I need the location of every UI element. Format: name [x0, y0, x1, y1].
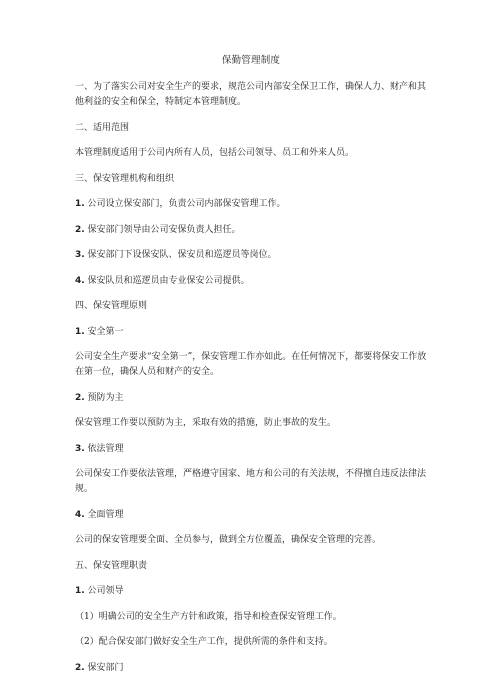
paragraph — [75, 610, 429, 625]
paragraph-text: 公司领导 — [84, 586, 124, 596]
paragraph-text: 安全第一 — [84, 326, 124, 337]
paragraph-text: 全面管理 — [84, 509, 124, 520]
paragraph — [75, 559, 429, 574]
paragraph — [75, 533, 429, 548]
paragraph — [75, 223, 429, 238]
paragraph-text: （1）明确公司的安全生产方针和政策，指导和检查保安管理工作。 — [75, 611, 342, 622]
paragraph — [75, 467, 429, 497]
paragraph-text: 公司保安工作要依法管理，严格遵守国家、地方和公司的有关法规，不得擅自违反法律法规。 — [75, 469, 427, 494]
paragraph — [75, 197, 429, 212]
paragraph-text: （2）配合保安部门做好安全生产工作，提供所需的条件和支持。 — [75, 637, 333, 647]
paragraph — [75, 299, 429, 314]
paragraph — [75, 146, 429, 161]
list-item-number: 4. — [75, 509, 85, 520]
paragraph — [75, 172, 429, 187]
paragraph-text: 保安部门下设保安队、保安员和巡逻员等岗位。 — [84, 250, 277, 260]
document-title: 保勤管理制度 — [221, 55, 281, 66]
paragraph — [75, 416, 429, 431]
list-item-number: 3. — [75, 250, 85, 260]
paragraph-text: 二、适用范围 — [75, 122, 130, 133]
list-item-number: 1. — [75, 586, 85, 596]
list-item-number: 2. — [75, 662, 85, 673]
paragraph-text: 一、为了落实公司对安全生产的要求，规范公司内部安全保卫工作，确保人力、财产和其他利益的安全和保全，特制定本管理制度。 — [75, 82, 427, 107]
paragraph-text: 保安部门领导由公司安保负责人担任。 — [84, 224, 241, 235]
paragraph — [75, 325, 429, 340]
paragraph — [75, 274, 429, 289]
list-item-number: 2. — [75, 224, 85, 235]
list-item-number: 1. — [75, 326, 85, 337]
paragraph-text: 保安队员和巡逻员由专业保安公司提供。 — [84, 275, 250, 286]
paragraph-text: 公司安全生产要求“安全第一”，保安管理工作亦如此。在任何情况下，都要将保安工作放在第一位，确保人员和财产的安全。 — [75, 352, 427, 377]
paragraph — [75, 391, 429, 406]
paragraph — [75, 248, 429, 263]
list-item-number: 4. — [75, 275, 85, 286]
paragraph-text: 保安管理工作要以预防为主，采取有效的措施，防止事故的发生。 — [75, 418, 337, 428]
paragraph-text: 依法管理 — [84, 443, 124, 454]
paragraph-text: 公司的保安管理要全面、全员参与，做到全方位覆盖，确保安全管理的完善。 — [75, 535, 382, 545]
document-body — [75, 80, 429, 686]
paragraph — [75, 80, 429, 110]
paragraph — [75, 584, 429, 599]
paragraph-text: 五、保安管理职责 — [75, 560, 148, 571]
paragraph — [75, 508, 429, 523]
paragraph-text: 四、保安管理原则 — [75, 301, 148, 311]
list-item-number: 1. — [75, 199, 85, 209]
paragraph — [75, 661, 429, 676]
list-item-number: 3. — [75, 443, 85, 454]
paragraph — [75, 635, 429, 650]
paragraph-text: 预防为主 — [84, 392, 124, 403]
paragraph-text: 公司设立保安部门，负责公司内部保安管理工作。 — [84, 199, 286, 209]
paragraph — [75, 350, 429, 380]
paragraph — [75, 442, 429, 457]
paragraph — [75, 121, 429, 136]
paragraph-text: 保安部门 — [84, 662, 124, 673]
paragraph-text: 本管理制度适用于公司内所有人员，包括公司领导、员工和外来人员。 — [75, 148, 355, 158]
list-item-number: 2. — [75, 392, 85, 403]
paragraph-text: 三、保安管理机构和组织 — [75, 173, 175, 184]
